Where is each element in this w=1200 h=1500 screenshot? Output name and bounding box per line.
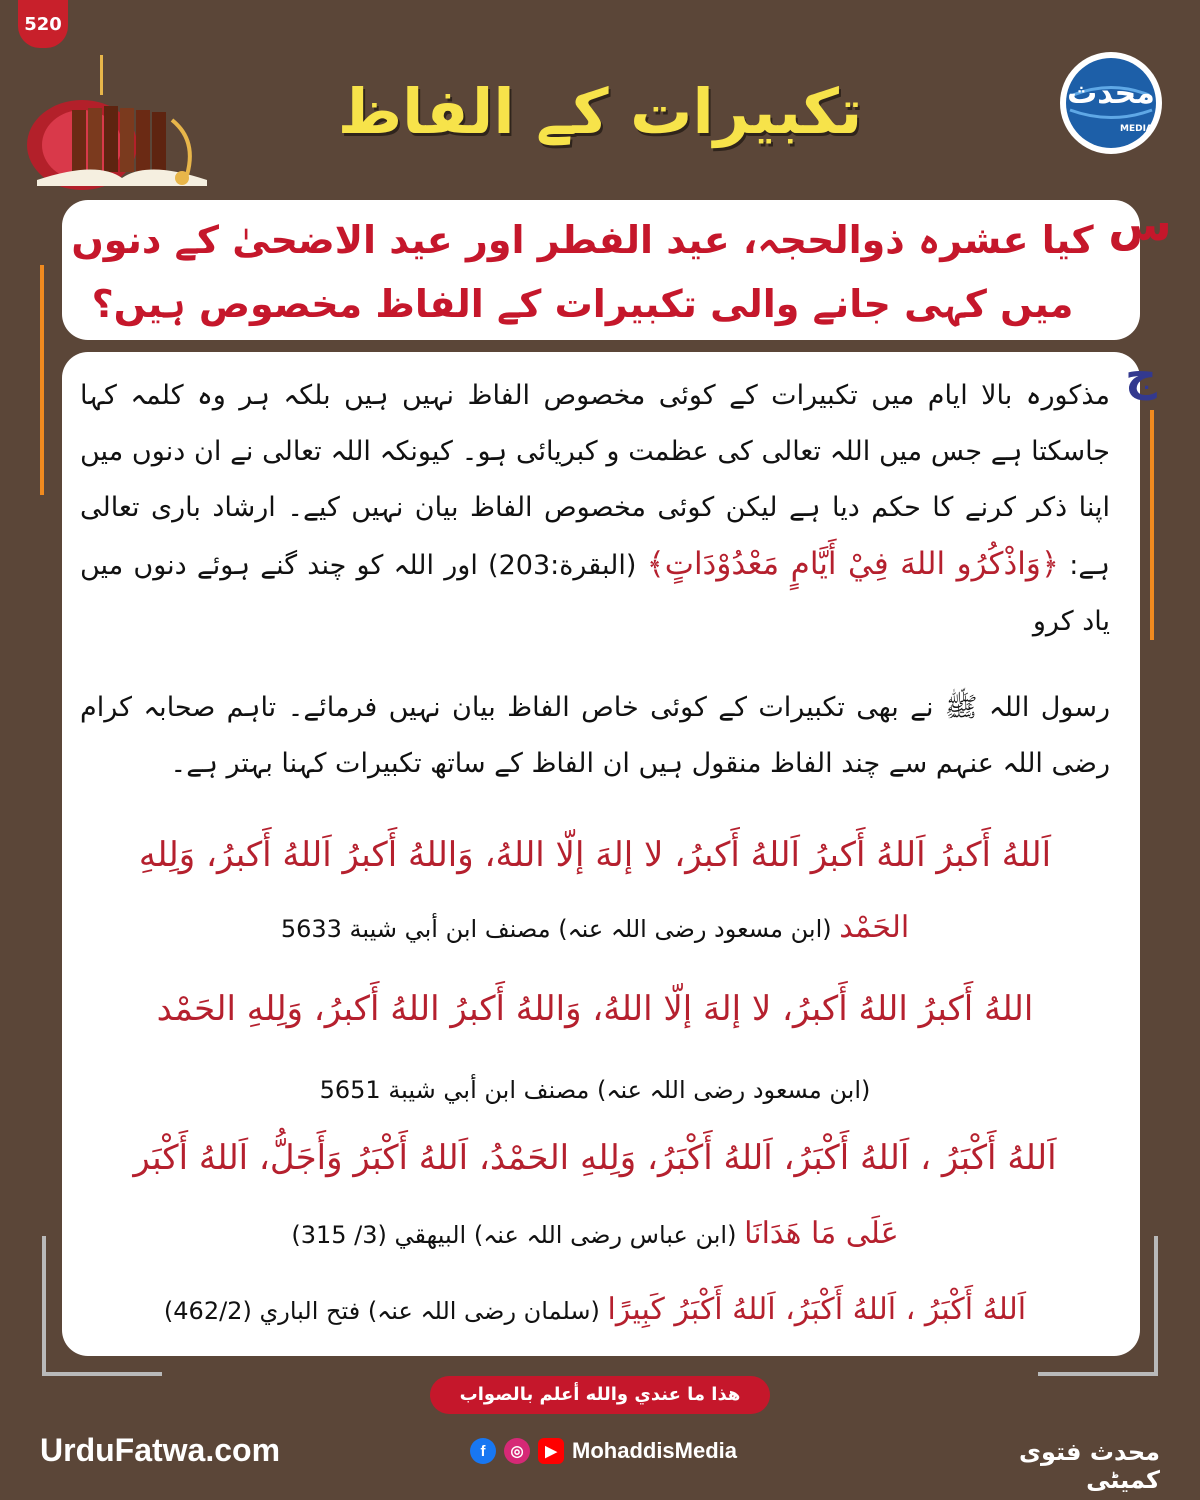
youtube-icon[interactable]: ▶ (538, 1438, 564, 1464)
takbir-1-reference: (ابن مسعود رضی اللہ عنہ) مصنف ابن أبي شيبة 5633 (280, 915, 832, 943)
question-text: کیا عشرہ ذوالحجہ، عید الفطر اور عید الاضحیٰ کے دنوں میں کہی جانے والی تکبیرات کے الفاظ مخصوص ہیں؟ (71, 218, 1094, 326)
social-handle[interactable]: MohaddisMedia (572, 1438, 738, 1463)
takbir-4-line (80, 1290, 1110, 1331)
takbir-2-reference: (ابن مسعود رضی اللہ عنہ) مصنف ابن أبي شيبة 5651 (319, 1076, 871, 1104)
logo-text: محدث (1067, 76, 1155, 111)
books-illustration (22, 50, 222, 190)
right-decor-bar (1150, 410, 1154, 640)
takbir-2: اللهُ أَكبرُ اللهُ أَكبرُ، لا إلهَ إلّا اللهُ، وَاللهُ أَكبرُ اللهُ أَكبرُ، وَلِلهِ الحَمْد (156, 989, 1034, 1029)
left-decor-bar (40, 265, 44, 495)
verse-translation: (البقرة:203) اور اللہ کو چند گنے ہوئے دنوں میں یاد کرو (80, 550, 1110, 637)
page-number: 520 (24, 13, 62, 35)
logo-media-text: MEDIA (1120, 124, 1153, 134)
closing-statement: هذا ما عندي والله أعلم بالصواب (430, 1376, 770, 1414)
takbir-3-end: عَلَى مَا هَدَانَا (744, 1216, 899, 1251)
takbir-3-reference: (ابن عباس رضی اللہ عنہ) البيهقي (3/ 315) (291, 1221, 737, 1249)
site-link[interactable]: UrduFatwa.com (40, 1432, 281, 1468)
quran-verse: ﴿وَاذْكُرُو اللهَ فِيْ أَيَّامٍ مَعْدُوْدَاتٍ﴾ (646, 546, 1059, 582)
bottom-left-decor-line (42, 1372, 162, 1376)
left-decor-line (42, 1236, 46, 1376)
committee-name: محدث فتوی کمیٹی (1018, 1438, 1160, 1494)
page-title: تکبیرات کے الفاظ (337, 75, 863, 148)
takbir-1-reference-line (80, 908, 1110, 949)
takbir-3: اَللهُ أَكْبَرُ ، اَللهُ أَكْبَرُ، اَللهُ أَكْبَرُ، وَلِلهِ الحَمْدُ، اَللهُ أَكْبَرُ وَأَجَلُّ، اَللهُ أَكْبَر (133, 1138, 1057, 1178)
takbir-4: اَللهُ أَكْبَرُ ، اَللهُ أَكْبَرُ، اَللهُ أَكْبَرُ كَبِيرًا (607, 1292, 1027, 1327)
takbir-4-reference: (سلمان رضی اللہ عنہ) فتح الباري (462/2) (163, 1297, 600, 1325)
takbir-1: اَللهُ أَكبرُ اَللهُ أَكبرُ اَللهُ أَكبرُ، لا إلهَ إلّا اللهُ، وَاللهُ أَكبرُ اَللهُ أَكبرُ، وَلِلهِ (138, 835, 1052, 875)
answer-paragraph-2: رسول اللہ ﷺ نے بھی تکبیرات کے کوئی خاص الفاظ بیان نہیں فرمائے۔ تاہم صحابہ کرام رضی اللہ عنہم سے چند الفاظ منقول ہیں ان الفاظ کے ساتھ تکبیرات کہنا بہتر ہے۔ (80, 692, 1110, 779)
question-badge: س (1108, 197, 1172, 251)
takbir-3-reference-line (80, 1214, 1110, 1255)
answer-intro: مذکورہ بالا ایام میں تکبیرات کے کوئی مخصوص الفاظ نہیں ہیں بلکہ ہر وہ کلمہ کہا جاسکتا ہے جس میں اللہ تعالی کی عظمت و کبریائی ہو۔ کیونکہ اللہ تعالی نے ان دنوں میں اپنا ذکر کرنے کا حکم دیا ہے لیکن کوئی مخصوص الفاظ بیان نہیں کیے۔ ارشاد باری تعالی ہے: (80, 380, 1110, 581)
bottom-right-decor-line (1038, 1372, 1158, 1376)
right-decor-line (1154, 1236, 1158, 1376)
answer-paragraph-1 (80, 368, 1110, 650)
social-bar (470, 1438, 737, 1464)
facebook-icon[interactable]: f (470, 1438, 496, 1464)
instagram-icon[interactable]: ◎ (504, 1438, 530, 1464)
takbir-1-end: الحَمْد (839, 910, 910, 945)
answer-badge: ج (1125, 350, 1157, 401)
page-number-badge (18, 0, 68, 48)
